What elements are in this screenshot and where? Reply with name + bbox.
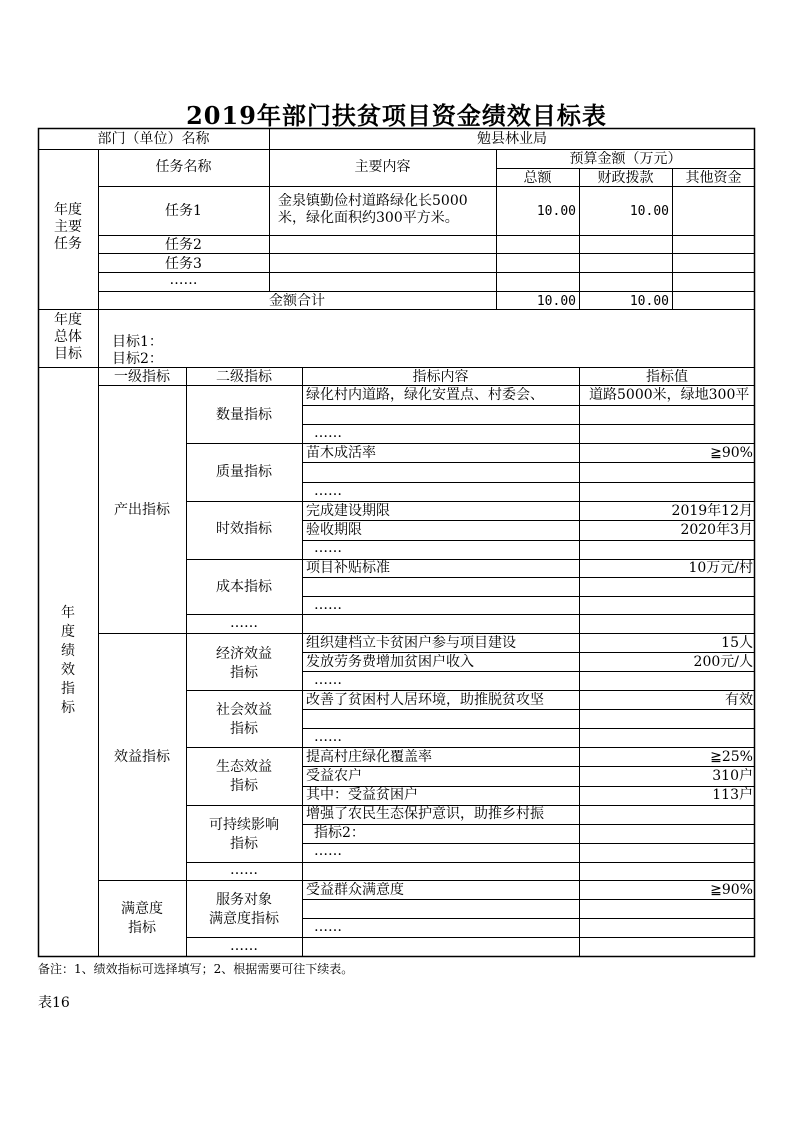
col-task-content: 主要内容 bbox=[354, 159, 411, 175]
cost-indicator: 成本指标 bbox=[216, 579, 272, 595]
cost-r1-value: 10万元/村 bbox=[688, 560, 753, 576]
goals-section-label: 年度 总体 目标 bbox=[54, 312, 82, 362]
quality-r1-content: 苗木成活率 bbox=[306, 445, 376, 461]
eco-r2-value: 200元/人 bbox=[693, 654, 753, 670]
economic-indicator: 经济效益 指标 bbox=[216, 646, 272, 681]
sus-r1-content: 增强了农民生态保护意识，助推乡村振 bbox=[306, 806, 544, 822]
service-indicator: 服务对象 满意度指标 bbox=[209, 892, 279, 927]
quality-r1-value: ≧90% bbox=[710, 445, 753, 461]
sus-ellipsis: …… bbox=[314, 843, 342, 859]
dept-value: 勉县林业局 bbox=[477, 131, 547, 147]
col-budget: 预算金额（万元） bbox=[569, 151, 682, 167]
task-1-name: 任务1 bbox=[165, 203, 202, 219]
col-ind-value: 指标值 bbox=[646, 369, 688, 385]
task-2-name: 任务2 bbox=[165, 237, 202, 253]
ecol-r2-content: 受益农户 bbox=[306, 768, 362, 784]
tasks-section-label: 年度 主要 任务 bbox=[54, 202, 82, 252]
social-indicator: 社会效益 指标 bbox=[216, 702, 272, 737]
page-title: 2019年部门扶贫项目资金绩效目标表 bbox=[186, 101, 607, 130]
sum-fiscal: 10.00 bbox=[629, 294, 669, 309]
indicators-section-label: 年 度 绩 效 指 标 bbox=[61, 605, 75, 716]
quantity-r1-content: 绿化村内道路，绿化安置点、村委会、 bbox=[306, 387, 544, 403]
col-total: 总额 bbox=[523, 170, 552, 186]
sustain-indicator: 可持续影响 指标 bbox=[209, 817, 279, 852]
quality-indicator: 质量指标 bbox=[216, 464, 272, 480]
eco-r2-content: 发放劳务费增加贫困户收入 bbox=[306, 654, 474, 670]
ecol-r2-value: 310户 bbox=[712, 768, 753, 784]
dept-label: 部门（单位）名称 bbox=[97, 131, 210, 147]
col-level2: 二级指标 bbox=[216, 369, 272, 385]
quantity-r1-value: 道路5000米，绿地300平 bbox=[589, 387, 750, 403]
sat-r1-value: ≧90% bbox=[710, 882, 753, 898]
output-indicator: 产出指标 bbox=[114, 502, 170, 518]
timeliness-indicator: 时效指标 bbox=[216, 521, 272, 537]
eco-ellipsis: …… bbox=[314, 672, 342, 688]
ecological-indicator: 生态效益 指标 bbox=[216, 759, 272, 794]
task-more-name: …… bbox=[169, 272, 198, 288]
eco-r1-content: 组织建档立卡贫困户参与项目建设 bbox=[306, 635, 516, 651]
table-code: 表16 bbox=[38, 995, 70, 1011]
task-1-content: 金泉镇勤俭村道路绿化长5000米，绿化面积约300平方米。 bbox=[278, 193, 468, 226]
time-r1-content: 完成建设期限 bbox=[306, 503, 390, 519]
task-1-fiscal: 10.00 bbox=[629, 204, 669, 219]
time-r2-value: 2020年3月 bbox=[680, 522, 753, 538]
ecol-r3-value: 113户 bbox=[712, 787, 753, 803]
goal-1: 目标1： bbox=[112, 334, 163, 350]
output-more-ellipsis: …… bbox=[230, 615, 258, 631]
sum-label: 金额合计 bbox=[269, 293, 325, 309]
cost-ellipsis: …… bbox=[314, 597, 342, 613]
sat-r1-content: 受益群众满意度 bbox=[306, 882, 404, 898]
benefit-more-ellipsis: …… bbox=[230, 862, 258, 878]
ecol-r1-value: ≧25% bbox=[710, 749, 753, 765]
social-r1-content: 改善了贫困村人居环境，助推脱贫攻坚 bbox=[306, 692, 544, 708]
goal-2: 目标2： bbox=[112, 351, 163, 367]
time-ellipsis: …… bbox=[314, 540, 342, 556]
col-fiscal: 财政拨款 bbox=[597, 170, 654, 186]
sus-r2-content: 指标2： bbox=[314, 825, 365, 841]
time-r1-value: 2019年12月 bbox=[671, 503, 753, 519]
col-other: 其他资金 bbox=[685, 170, 742, 186]
footnote: 备注：1、绩效指标可选择填写；2、根据需要可往下续表。 bbox=[38, 962, 354, 976]
sat-more-ellipsis: …… bbox=[230, 938, 258, 954]
task-3-name: 任务3 bbox=[165, 256, 202, 272]
ecol-r1-content: 提高村庄绿化覆盖率 bbox=[306, 749, 432, 765]
quantity-indicator: 数量指标 bbox=[216, 407, 272, 423]
benefit-indicator: 效益指标 bbox=[114, 749, 170, 765]
cost-r1-content: 项目补贴标准 bbox=[306, 560, 390, 576]
task-1-total: 10.00 bbox=[536, 204, 576, 219]
quantity-ellipsis: …… bbox=[314, 425, 342, 441]
satisfaction-indicator: 满意度 指标 bbox=[121, 901, 163, 936]
time-r2-content: 验收期限 bbox=[306, 522, 362, 538]
sat-ellipsis: …… bbox=[314, 919, 342, 935]
quality-ellipsis: …… bbox=[314, 483, 342, 499]
col-task-name: 任务名称 bbox=[155, 159, 212, 175]
col-level1: 一级指标 bbox=[114, 369, 170, 385]
col-ind-content: 指标内容 bbox=[412, 369, 469, 385]
social-r1-value: 有效 bbox=[725, 692, 753, 708]
sum-total: 10.00 bbox=[536, 294, 576, 309]
ecol-r3-content: 其中：受益贫困户 bbox=[306, 787, 418, 803]
social-ellipsis: …… bbox=[314, 729, 342, 745]
eco-r1-value: 15人 bbox=[721, 635, 753, 651]
